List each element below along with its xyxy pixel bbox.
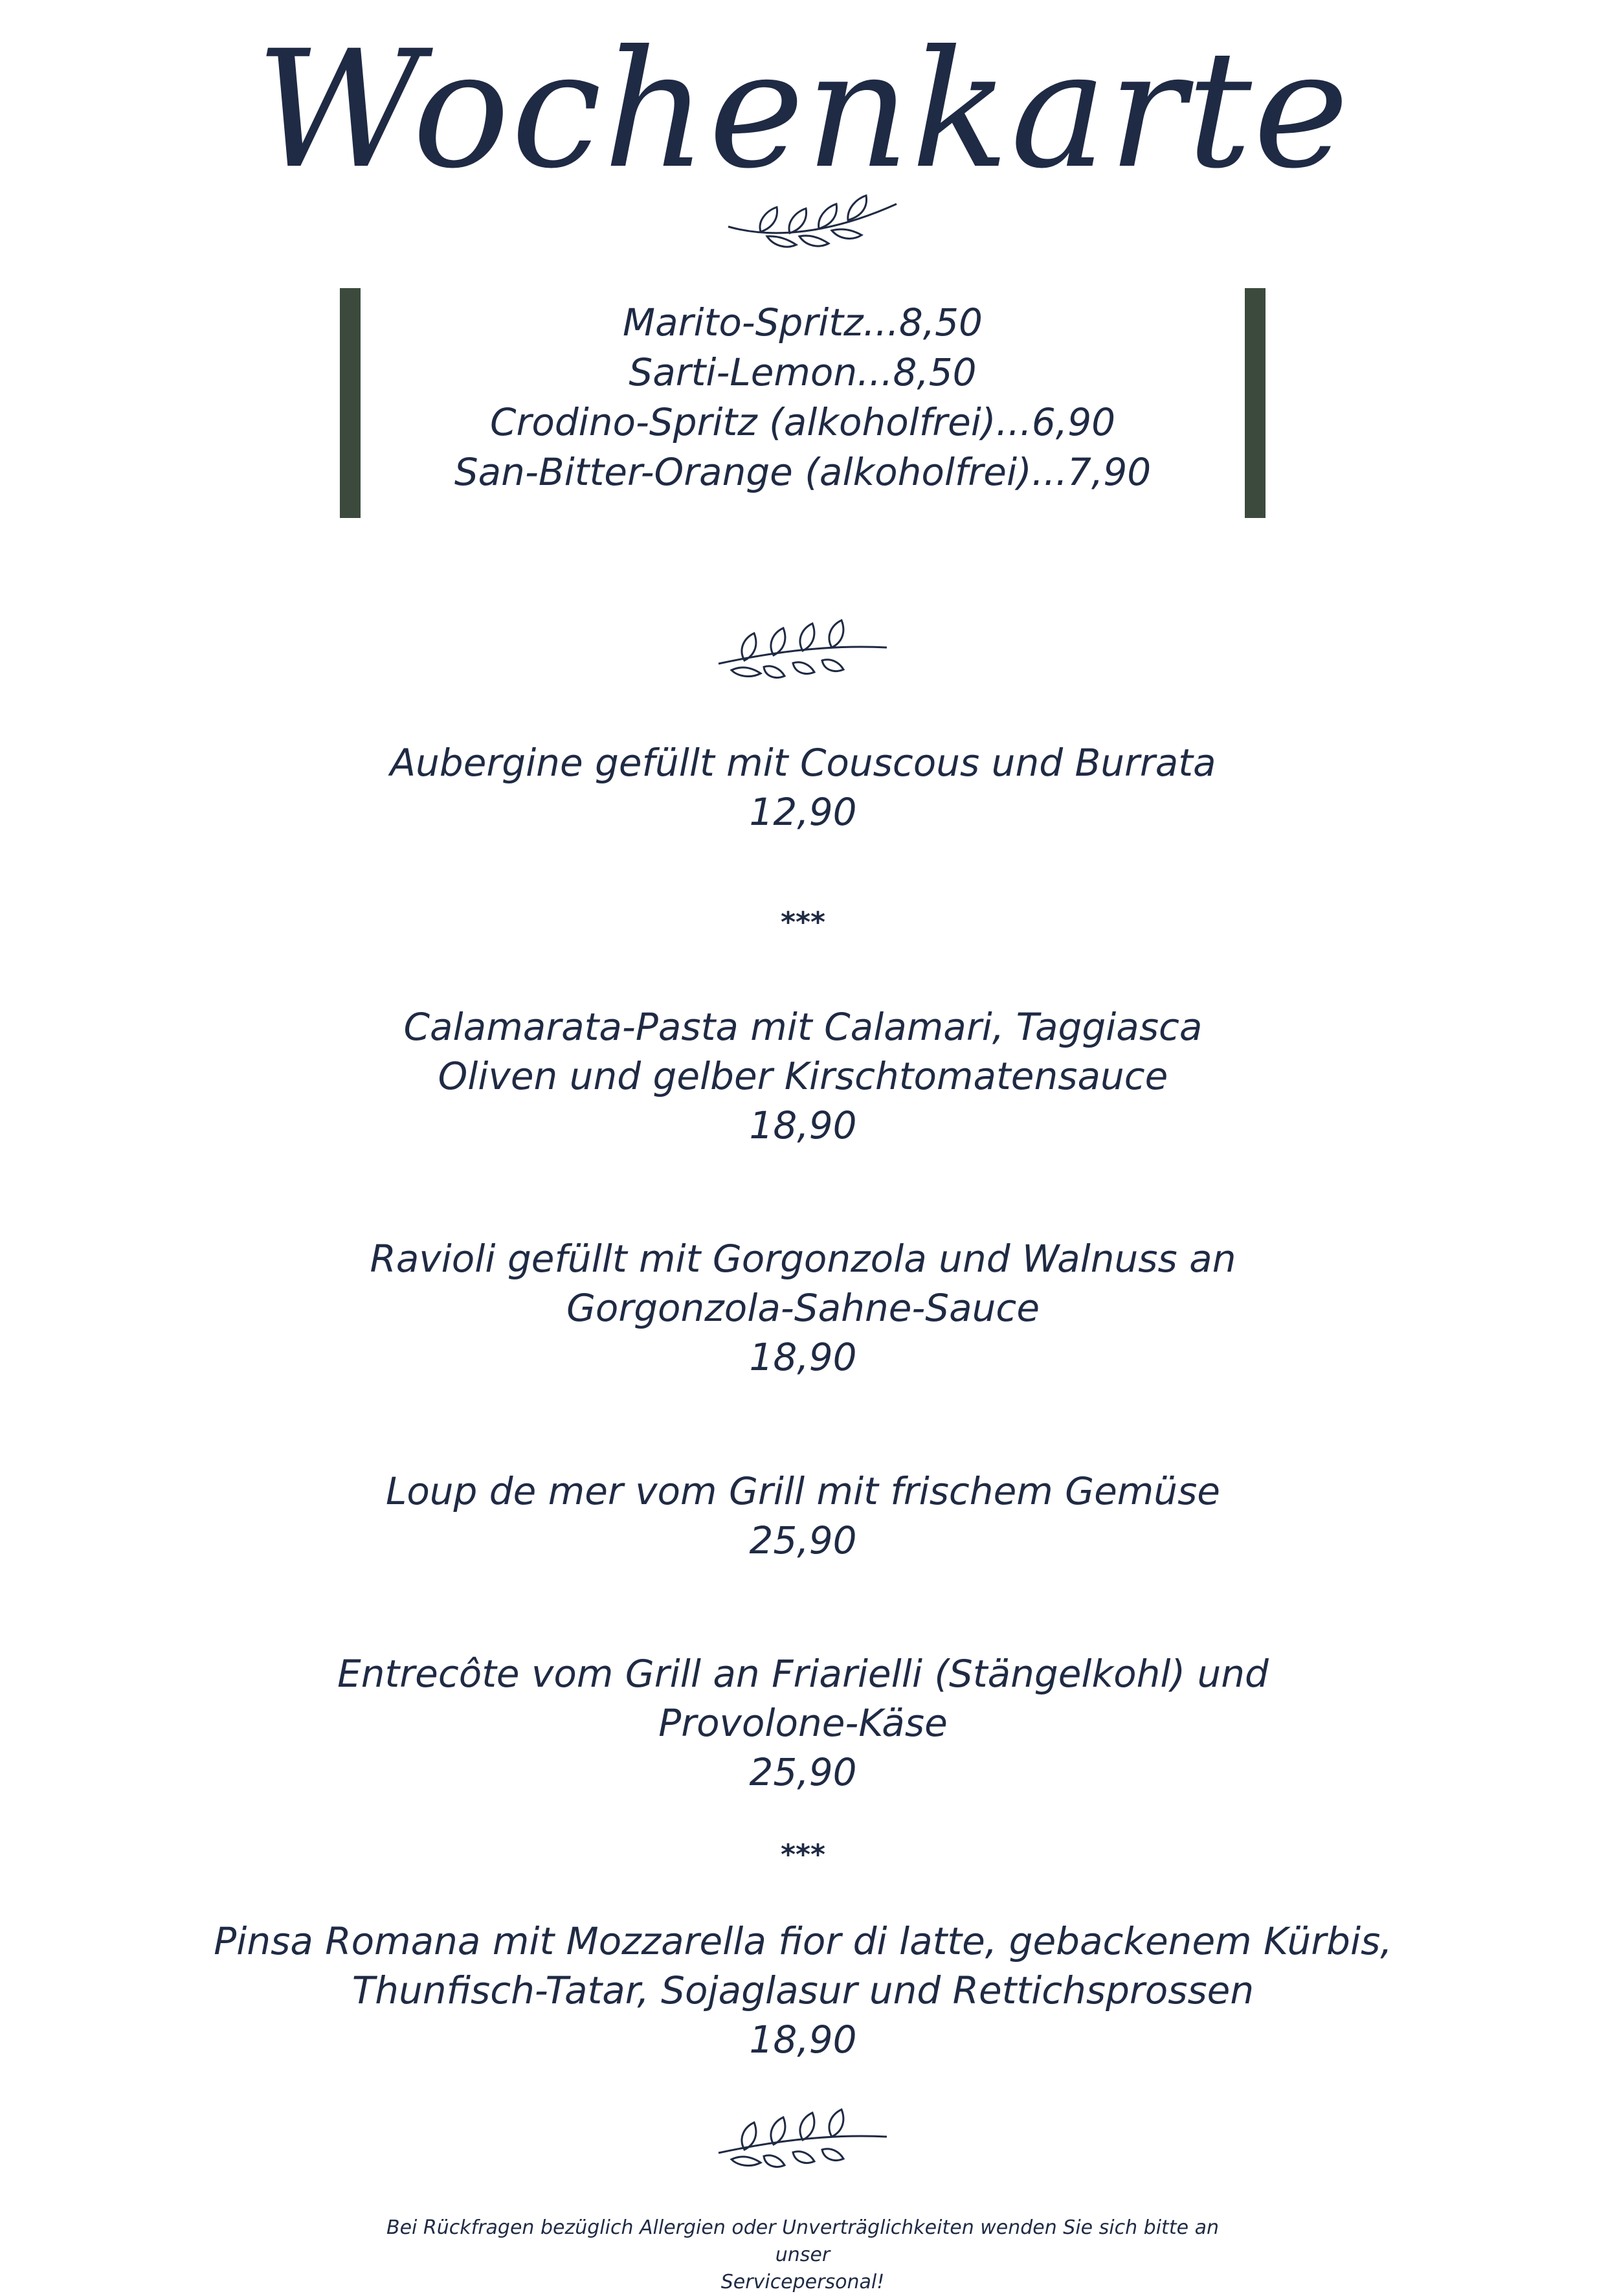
dish-name: Pinsa Romana mit Mozzarella fior di latte, gebackenem Kürbis, — [214, 1919, 1392, 1963]
leaf-sprig-icon — [712, 609, 893, 680]
course-separator: *** — [780, 906, 826, 939]
dish-item — [0, 1234, 1606, 1382]
leaf-sprig-icon — [712, 2098, 893, 2169]
course-separator: *** — [780, 1838, 826, 1871]
leaf-sprig-icon — [722, 181, 903, 253]
dish-item — [0, 1649, 1606, 1797]
allergy-notice-line: Bei Rückfragen bezüglich Allergien oder Unverträglichkeiten wenden Sie sich bitte an unser — [386, 2216, 1219, 2266]
dish-name: Aubergine gefüllt mit Couscous und Burrata — [390, 741, 1216, 785]
dish-price: 25,90 — [749, 1750, 857, 1794]
dish-item — [0, 1002, 1606, 1150]
dish-name: Provolone-Käse — [658, 1701, 948, 1745]
dish-name: Loup de mer vom Grill mit frischem Gemüse — [386, 1469, 1220, 1513]
dish-name: Calamarata-Pasta mit Calamari, Taggiasca — [403, 1005, 1203, 1049]
dish-name: Thunfisch-Tatar, Sojaglasur und Rettichsprossen — [351, 1968, 1255, 2012]
dish-price: 25,90 — [749, 1518, 857, 1562]
dish-item — [0, 1467, 1606, 1565]
dish-price: 12,90 — [749, 790, 857, 834]
allergy-notice — [362, 2214, 1243, 2296]
dish-price: 18,90 — [749, 2018, 857, 2062]
drinks-list — [362, 298, 1243, 497]
dish-item — [0, 1917, 1606, 2064]
drink-item: Marito-Spritz...8,50 — [623, 300, 983, 344]
allergy-notice-line: Servicepersonal! — [720, 2271, 885, 2293]
dish-name: Entrecôte vom Grill an Friarielli (Stängelkohl) und — [337, 1652, 1269, 1696]
dish-name: Oliven und gelber Kirschtomatensauce — [438, 1054, 1168, 1098]
dish-name: Gorgonzola-Sahne-Sauce — [566, 1286, 1040, 1330]
drink-item: San-Bitter-Orange (alkoholfrei)...7,90 — [454, 450, 1152, 494]
menu-title: Wochenkarte — [256, 16, 1350, 204]
drinks-right-bar — [1245, 288, 1266, 518]
drink-item: Sarti-Lemon...8,50 — [629, 350, 977, 394]
dish-name: Ravioli gefüllt mit Gorgonzola und Walnuss an — [370, 1237, 1236, 1281]
drinks-left-bar — [340, 288, 361, 518]
drink-item: Crodino-Spritz (alkoholfrei)...6,90 — [489, 400, 1115, 444]
dish-item — [0, 738, 1606, 837]
dish-price: 18,90 — [749, 1335, 857, 1379]
dish-price: 18,90 — [749, 1103, 857, 1147]
